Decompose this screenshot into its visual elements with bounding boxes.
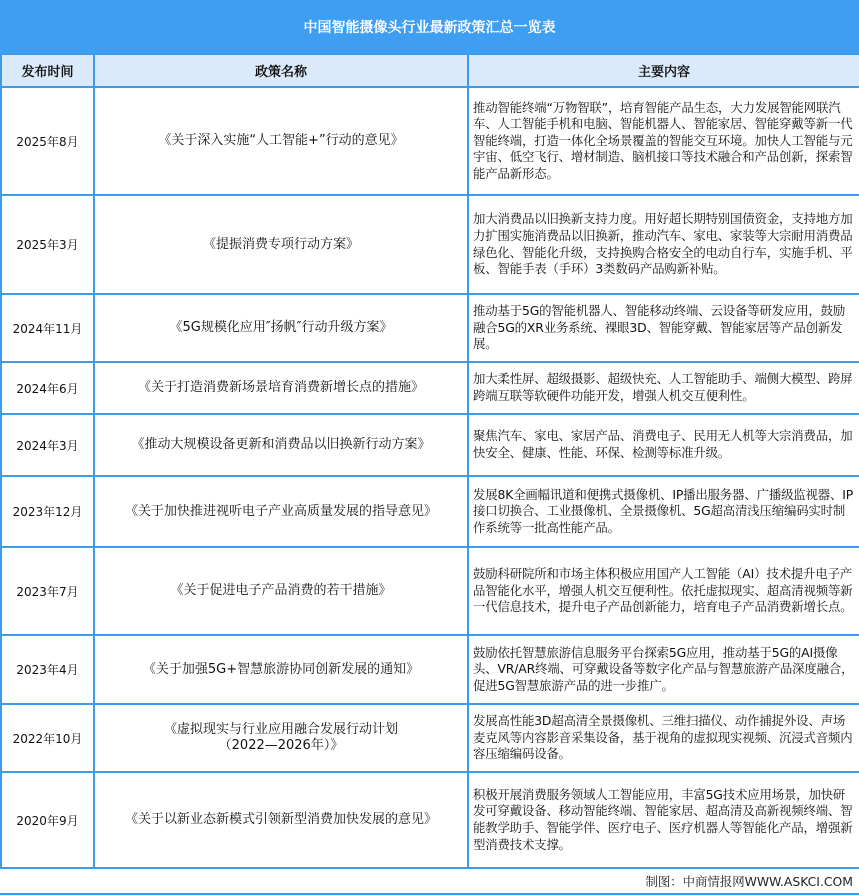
cell-date: 2024年3月 (1, 414, 94, 476)
cell-policy-name: 《关于加强5G+智慧旅游协同创新发展的通知》 (94, 635, 468, 704)
cell-content: 聚焦汽车、家电、家居产品、消费电子、民用无人机等大宗消费品，加快安全、健康、性能、环保、检测等标准升级。 (468, 414, 859, 476)
cell-date: 2024年11月 (1, 294, 94, 362)
cell-date: 2023年4月 (1, 635, 94, 704)
table-row (1, 704, 859, 772)
column-header-date: 发布时间 (1, 54, 94, 87)
cell-policy-name: 《关于以新业态新模式引领新型消费加快发展的意见》 (94, 772, 468, 868)
table-row (1, 87, 859, 195)
cell-policy-name: 《推动大规模设备更新和消费品以旧换新行动方案》 (94, 414, 468, 476)
policy-name-line-2: （2022—2026年）》 (218, 738, 344, 753)
cell-content: 推动智能终端“万物智联”，培育智能产品生态，大力发展智能网联汽车、人工智能手机和电脑、智能机器人、智能家居、智能穿戴等新一代智能终端，打造一体化全场景覆盖的智能交互环境。加快人工智能与元宇宙、低空飞行、增材制造、脑机接口等技术融合和产品创新，探索智能产品新形态。 (468, 87, 859, 195)
table-title: 中国智能摄像头行业最新政策汇总一览表 (0, 0, 859, 53)
column-header-content: 主要内容 (468, 54, 859, 87)
table-row (1, 547, 859, 635)
cell-content: 鼓励依托智慧旅游信息服务平台探索5G应用，推动基于5G的AI摄像头、VR/AR终端、可穿戴设备等数字化产品与智慧旅游产品深度融合，促进5G智慧旅游产品的进一步推广。 (468, 635, 859, 704)
cell-content: 加大柔性屏、超级摄影、超级快充、人工智能助手、端侧大模型、跨屏跨端互联等软硬件功能开发，增强人机交互便利性。 (468, 362, 859, 414)
table-row (1, 362, 859, 414)
cell-content: 发展8K全画幅讯道和便携式摄像机、IP播出服务器、广播级监视器、IP接口切换合、工业摄像机、全景摄像机、5G超高清浅压缩编码实时制作系统等一批高性能产品。 (468, 476, 859, 547)
cell-date: 2020年9月 (1, 772, 94, 868)
policy-table (0, 53, 859, 869)
cell-policy-name: 《关于促进电子产品消费的若干措施》 (94, 547, 468, 635)
cell-content: 推动基于5G的智能机器人、智能移动终端、云设备等研发应用，鼓励融合5G的XR业务系统、裸眼3D、智能穿戴、智能家居等产品创新发展。 (468, 294, 859, 362)
cell-policy-name: 《关于加快推进视听电子产业高质量发展的指导意见》 (94, 476, 468, 547)
cell-date: 2023年12月 (1, 476, 94, 547)
cell-content: 加大消费品以旧换新支持力度。用好超长期特别国债资金，支持地方加力扩围实施消费品以旧换新，推动汽车、家电、家装等大宗耐用消费品绿色化、智能化升级，支持换购合格安全的电动自行车，实施手机、平板、智能手表（手环）3类数码产品购新补贴。 (468, 195, 859, 294)
cell-policy-name: 《5G规模化应用″扬帆″行动升级方案》 (94, 294, 468, 362)
table-header-row (1, 54, 859, 87)
cell-date: 2022年10月 (1, 704, 94, 772)
cell-date: 2025年3月 (1, 195, 94, 294)
cell-policy-name: 《关于打造消费新场景培育消费新增长点的措施》 (94, 362, 468, 414)
cell-date: 2024年6月 (1, 362, 94, 414)
cell-date: 2023年7月 (1, 547, 94, 635)
cell-policy-name (94, 704, 468, 772)
cell-policy-name: 《关于深入实施“人工智能+”行动的意见》 (94, 87, 468, 195)
cell-content: 积极开展消费服务领域人工智能应用，丰富5G技术应用场景，加快研发可穿戴设备、移动智能终端、智能家居、超高清及高新视频终端、智能教学助手、智能学伴、医疗电子、医疗机器人等智能化产品，增强新型消费技术支撑。 (468, 772, 859, 868)
table-row (1, 294, 859, 362)
table-row (1, 476, 859, 547)
table-row (1, 635, 859, 704)
cell-content: 发展高性能3D超高清全景摄像机、三维扫描仪、动作捕捉外设、声场麦克风等内容影音采集设备，基于视角的虚拟现实视频、沉浸式音频内容压缩编码设备。 (468, 704, 859, 772)
source-credit: 制图：中商情报网WWW.ASKCI.COM (645, 873, 853, 889)
table-row (1, 772, 859, 868)
table-row (1, 195, 859, 294)
cell-policy-name: 《提振消费专项行动方案》 (94, 195, 468, 294)
policy-name-line-1: 《虚拟现实与行业应用融合发展行动计划 (163, 722, 398, 737)
table-row (1, 414, 859, 476)
column-header-policy-name: 政策名称 (94, 54, 468, 87)
cell-content: 鼓励科研院所和市场主体积极应用国产人工智能（AI）技术提升电子产品智能化水平，增强人机交互便利性。依托虚拟现实、超高清视频等新一代信息技术，提升电子产品创新能力，培育电子产品消费新增长点。 (468, 547, 859, 635)
cell-date: 2025年8月 (1, 87, 94, 195)
